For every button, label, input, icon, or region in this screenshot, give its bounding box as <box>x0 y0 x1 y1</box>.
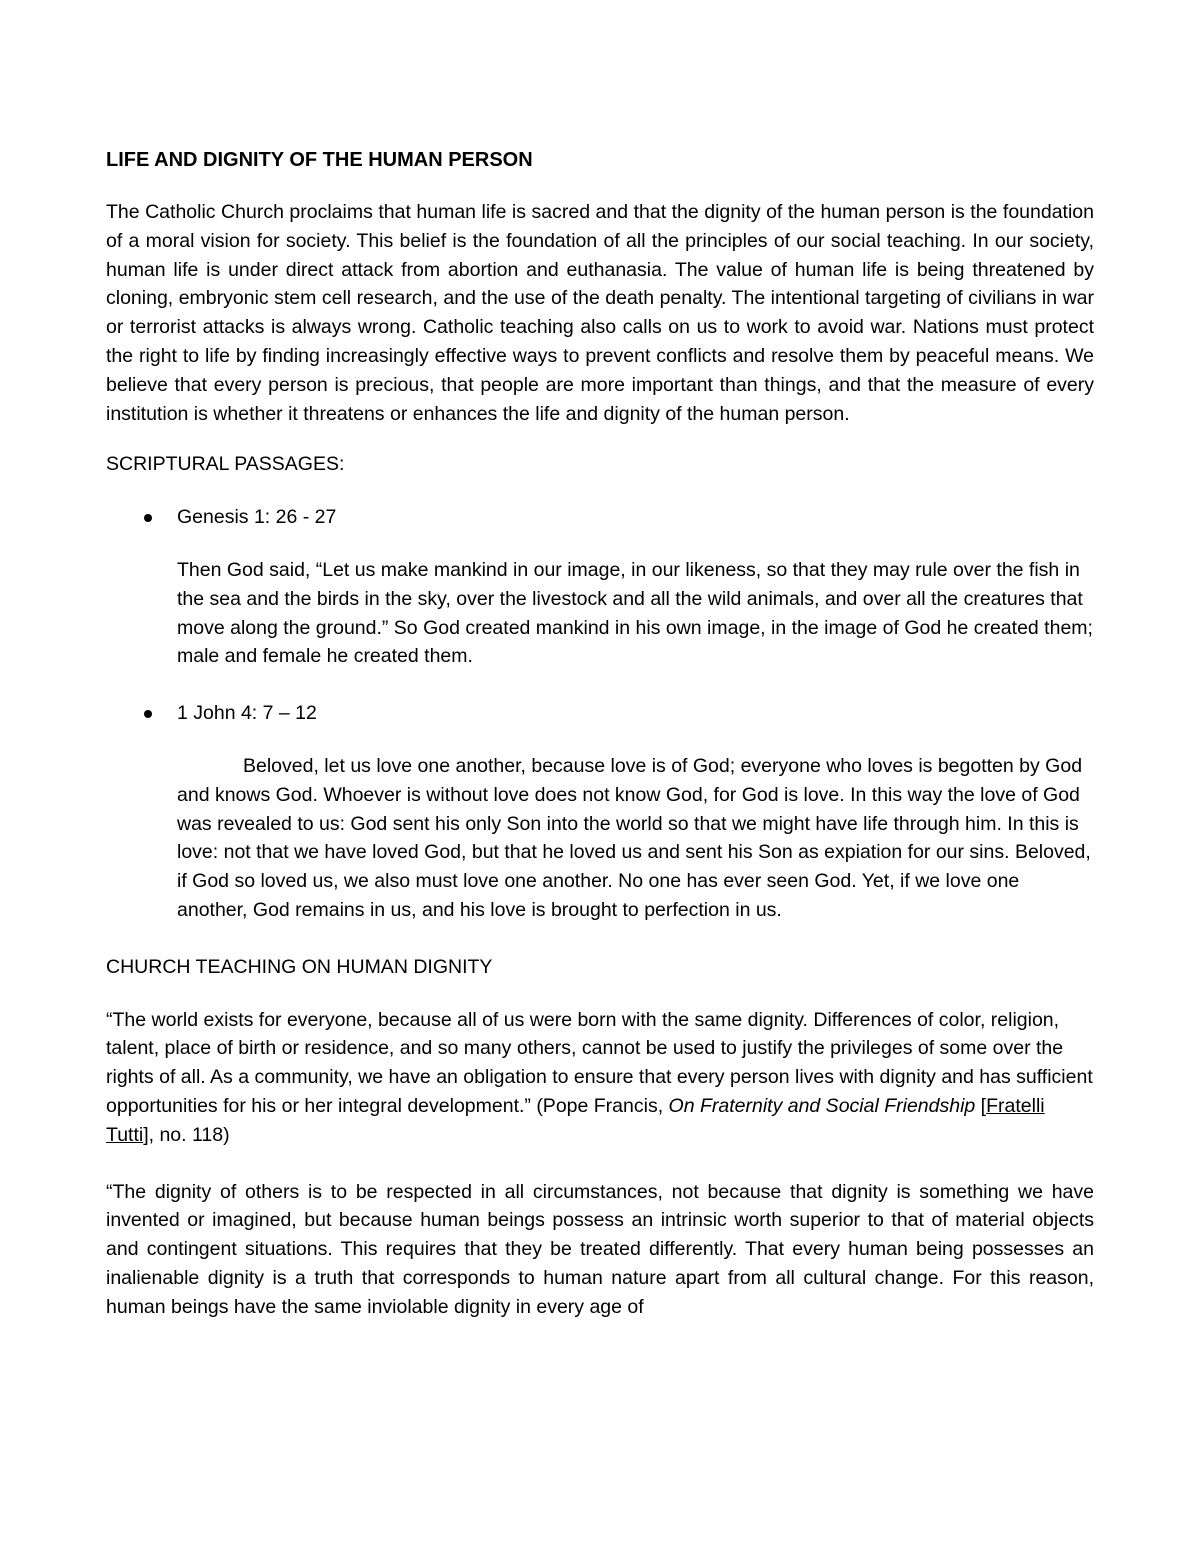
list-item <box>106 503 1094 671</box>
bullet-icon <box>144 514 152 522</box>
passage-reference: Genesis 1: 26 - 27 <box>177 506 337 529</box>
fratelli-tutti-link[interactable]: Fratelli Tutti <box>106 1094 1045 1146</box>
passage-text: Beloved, let us love one another, because love is of God; everyone who loves is begotten by God and knows God. Whoever is without love does not know God, for God is love. In this way the love of God was revealed to us: God sent his only Son into the world so that we might have life through him. In this is love: not that we have loved God, but that he loved us and sent his Son as expiation for our sins. Beloved, if God so loved us, we also must love one another. No one has ever seen God. Yet, if we love one another, God remains in us, and his love is brought to perfection in us. <box>177 754 1091 921</box>
bullet-icon <box>144 710 152 718</box>
passage-text: Then God said, “Let us make mankind in our image, in our likeness, so that they may rule over the fish in the sea and the birds in the sky, over the livestock and all the wild animals, and over all the creatures that move along the ground.” So God created mankind in his own image, in the image of God he created them; male and female he created them. <box>177 558 1093 668</box>
quote-dignity: “The dignity of others is to be respected in all circumstances, not because that dignity is something we have invented or imagined, but because human beings possess an intrinsic worth superior to that of material objects and contingent situations. This requires that they be treated differently. That every human being possesses an inalienable dignity is a truth that corresponds to human nature apart from all cultural change. For this reason, human beings have the same inviolable dignity in every age of <box>106 1180 1094 1318</box>
scriptural-passages-heading: SCRIPTURAL PASSAGES: <box>106 453 345 476</box>
church-teaching-heading: CHURCH TEACHING ON HUMAN DIGNITY <box>106 955 493 978</box>
document-body <box>106 146 1094 1322</box>
quote-francis <box>106 1006 1094 1150</box>
page-title: LIFE AND DIGNITY OF THE HUMAN PERSON <box>106 149 533 171</box>
passage-reference: 1 John 4: 7 – 12 <box>177 702 317 725</box>
quote-tail: ], no. 118) <box>143 1123 230 1146</box>
quote-bracket: [ <box>975 1094 987 1117</box>
list-item <box>106 699 1094 925</box>
quote-italic-title: On Fraternity and Social Friendship <box>668 1094 976 1117</box>
intro-paragraph: The Catholic Church proclaims that human life is sacred and that the dignity of the human person is the foundation of a moral vision for society. This belief is the foundation of all the principles of our social teaching. In our society, human life is under direct attack from abortion and euthanasia. The value of human life is being threatened by cloning, embryonic stem cell research, and the use of the death penalty. The intentional targeting of civilians in war or terrorist attacks is always wrong. Catholic teaching also calls on us to work to avoid war. Nations must protect the right to life by finding increasingly effective ways to prevent conflicts and resolve them by peaceful means. We believe that every person is precious, that people are more important than things, and that the measure of every institution is whether it threatens or enhances the life and dignity of the human person. <box>106 201 1094 425</box>
quote-text: “The world exists for everyone, because all of us were born with the same dignity. Differences of color, religion, talent, place of birth or residence, and so many others, cannot be used to justify the privileges of some over the rights of all. As a community, we have an obligation to ensure that every person lives with dignity and has sufficient opportunities for his or her integral development.” (Pope Francis, <box>106 1008 1093 1117</box>
